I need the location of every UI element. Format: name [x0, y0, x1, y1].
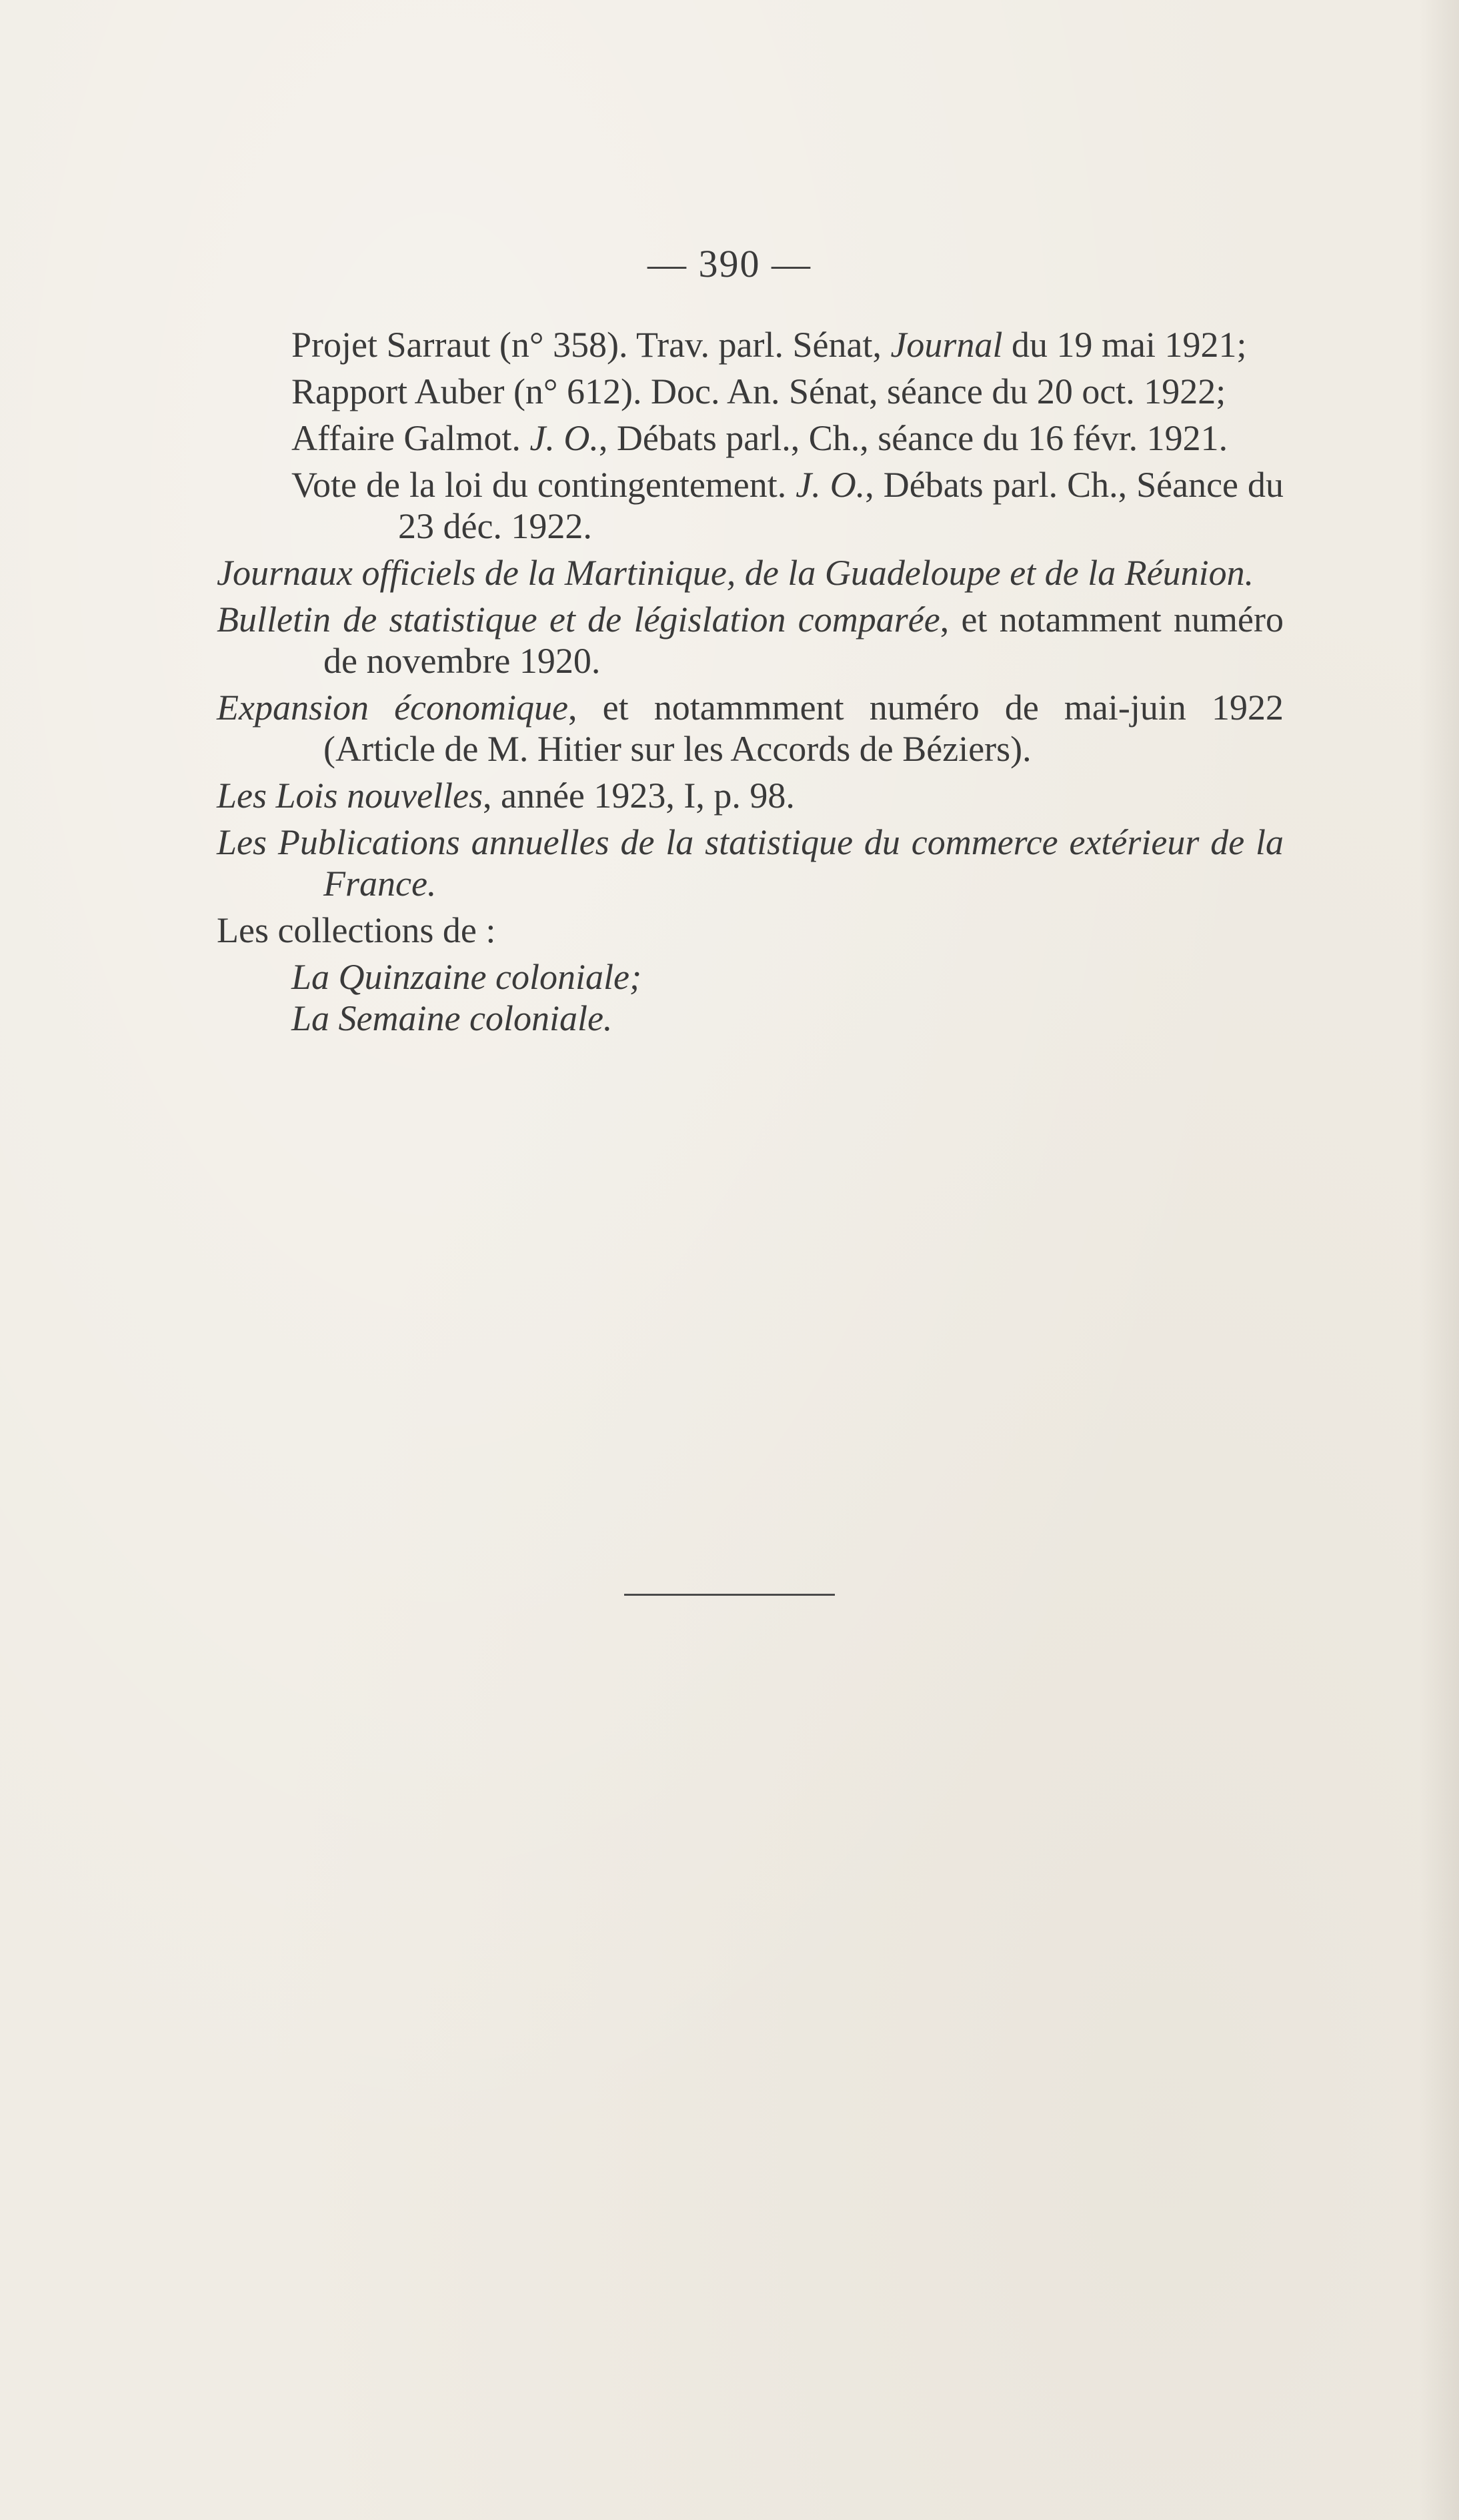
bibliography-entry [217, 552, 1284, 593]
entry-title-text: Bulletin de statistique et de législation comparée [217, 599, 940, 640]
bibliography-entry [291, 464, 1284, 547]
entry-title-text: J. O. [529, 418, 599, 458]
entry-title-text: Les Lois nouvelles [217, 776, 483, 816]
entry-title-text: Les Publications annuelles de la statistique du commerce extérieur de la France. [217, 822, 1284, 904]
entry-text: Rapport Auber (n° 612). Doc. An. Sénat, séance du 20 oct. 1922; [291, 371, 1226, 411]
bibliography-list [217, 324, 1284, 1039]
bibliography-entry [291, 371, 1284, 412]
entry-title-text: Journal [890, 325, 1003, 365]
bibliography-entries [217, 324, 1284, 951]
entry-text: , et notamment numéro de novembre 1920. [323, 599, 1284, 681]
bibliography-entry [217, 687, 1284, 770]
entry-title-text: Expansion économique [217, 688, 568, 728]
bibliography-entry [217, 599, 1284, 682]
end-rule [624, 1594, 835, 1596]
bibliography-entry [217, 822, 1284, 904]
entry-text: , et notammment numéro de mai-juin 1922 (Article de M. Hitier sur les Accords de Béziers). [323, 688, 1284, 769]
entry-text: Projet Sarraut (n° 358). Trav. parl. Sénat, [291, 325, 891, 365]
page-edge-shadow [1419, 0, 1459, 2520]
entry-text: du 19 mai 1921; [1002, 325, 1247, 365]
entry-text: Vote de la loi du contingentement. [291, 465, 796, 505]
entry-text: Affaire Galmot. [291, 418, 530, 458]
entry-text: , Débats parl. Ch., Séance du 23 déc. 1922. [398, 465, 1284, 546]
entry-text: , année 1923, I, p. 98. [483, 776, 795, 816]
entry-text: Les collections de : [217, 910, 496, 950]
bibliography-entry [217, 775, 1284, 816]
entry-text: , Débats parl., Ch., séance du 16 févr. 1921. [598, 418, 1228, 458]
bibliography-entry [291, 417, 1284, 459]
collection-item: La Quinzaine coloniale; [291, 957, 641, 997]
collection-item: La Semaine coloniale. [291, 998, 613, 1038]
page-number: — 390 — [647, 242, 812, 285]
entry-title-text: J. O. [796, 465, 866, 505]
entry-title-text: Journaux officiels de la Martinique, de la Guadeloupe et de la Réunion. [217, 553, 1254, 593]
bibliography-entry [291, 324, 1284, 365]
bibliography-entry [217, 910, 1284, 951]
